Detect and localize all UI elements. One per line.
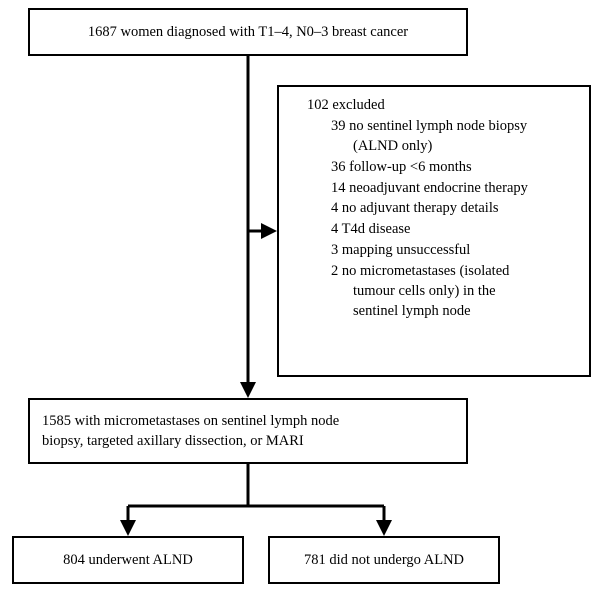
list-item [331, 262, 579, 322]
excluded-reason-list [289, 117, 579, 322]
node-excluded [277, 85, 591, 377]
excluded-reason-text: 39 no sentinel lymph node biopsy [331, 118, 528, 134]
node-cohort-total-label: 1687 women diagnosed with T1–4, N0–3 breast cancer [87, 24, 409, 40]
excluded-header: 102 excluded [307, 97, 385, 113]
node-eligible-cohort [28, 398, 468, 464]
node-outcome-no-alnd [268, 536, 500, 584]
list-item [331, 117, 579, 157]
excluded-reason-text: 3 mapping unsuccessful [331, 242, 471, 259]
excluded-reason-text: 2 no micrometastases (isolated [331, 263, 510, 280]
list-item [331, 241, 579, 261]
list-item [331, 220, 579, 240]
excluded-reason-text: 36 follow-up <6 months [331, 158, 472, 175]
list-item [331, 179, 579, 199]
excluded-reason-text: 4 no adjuvant therapy details [331, 200, 499, 217]
excluded-reason-continuation: tumour cells only) in the [353, 282, 496, 299]
node-outcome-no-alnd-label: 781 did not undergo ALND [303, 552, 465, 568]
node-outcome-alnd [12, 536, 244, 584]
list-item [331, 158, 579, 178]
node-eligible-cohort-line1: 1585 with micrometastases on sentinel lymph node [42, 413, 340, 429]
excluded-reason-continuation: (ALND only) [353, 137, 433, 154]
node-outcome-alnd-label: 804 underwent ALND [63, 552, 193, 568]
node-cohort-total [28, 8, 468, 56]
excluded-reason-text: 4 T4d disease [331, 221, 411, 238]
node-eligible-cohort-line2: biopsy, targeted axillary dissection, or MARI [42, 433, 304, 449]
list-item [331, 199, 579, 219]
excluded-reason-continuation-2: sentinel lymph node [353, 302, 471, 319]
excluded-reason-text: 14 neoadjuvant endocrine therapy [331, 179, 528, 196]
